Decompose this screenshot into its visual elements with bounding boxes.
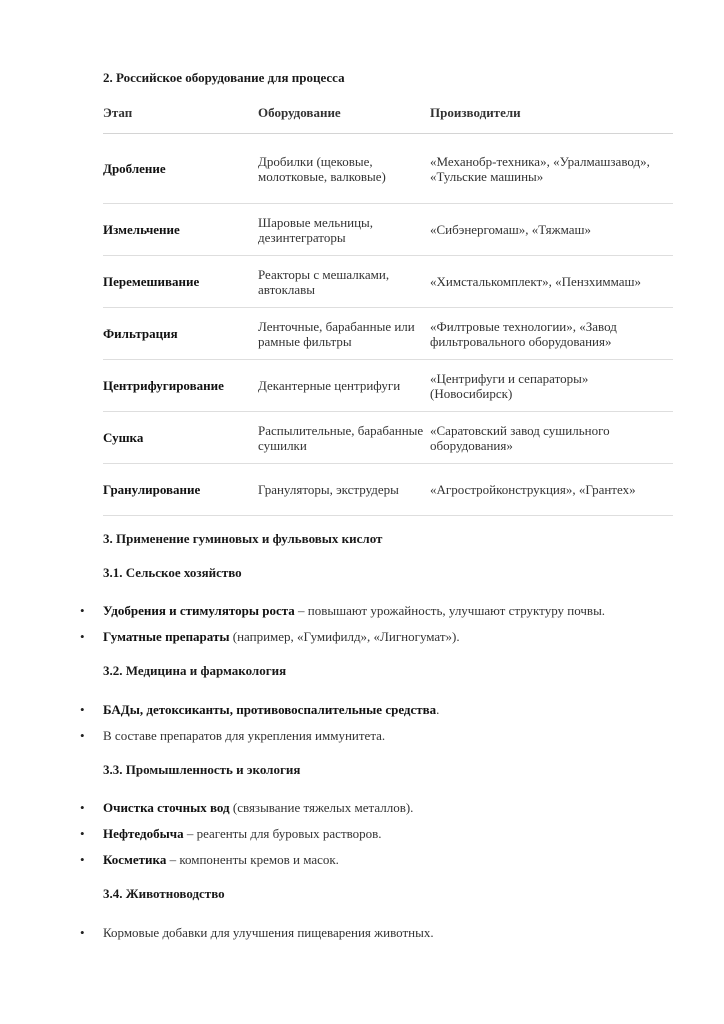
bullet-icon: • bbox=[80, 800, 85, 815]
subsection-3-2-heading: 3.2. Медицина и фармакология bbox=[103, 663, 287, 678]
list-item bbox=[80, 924, 434, 950]
list-3-4 bbox=[80, 924, 434, 950]
header-equipment: Оборудование bbox=[258, 105, 430, 134]
table-row bbox=[103, 464, 673, 516]
table-row bbox=[103, 360, 673, 412]
equipment-table bbox=[103, 105, 673, 516]
bullet-icon: • bbox=[80, 925, 85, 940]
stage-cell: Гранулирование bbox=[103, 464, 258, 516]
item-bold: Гуматные препараты bbox=[103, 629, 230, 644]
table-row bbox=[103, 412, 673, 464]
bullet-icon: • bbox=[80, 629, 85, 644]
bullet-icon: • bbox=[80, 852, 85, 867]
makers-cell: «Филтровые технологии», «Завод фильтровального оборудования» bbox=[430, 308, 673, 360]
item-text: – компоненты кремов и масок. bbox=[166, 852, 339, 867]
section-2-heading: 2. Российское оборудование для процесса bbox=[103, 70, 345, 85]
item-bold: Очистка сточных вод bbox=[103, 800, 230, 815]
list-item bbox=[80, 628, 605, 654]
item-text: В составе препаратов для укрепления иммунитета. bbox=[103, 728, 386, 743]
table-header-row bbox=[103, 105, 673, 134]
list-item bbox=[80, 799, 414, 825]
stage-cell: Измельчение bbox=[103, 204, 258, 256]
list-3-2 bbox=[80, 701, 440, 753]
makers-cell: «Механобр-техника», «Уралмашзавод», «Тульские машины» bbox=[430, 134, 673, 204]
item-text: – реагенты для буровых растворов. bbox=[183, 826, 382, 841]
equipment-cell: Грануляторы, экструдеры bbox=[258, 464, 430, 516]
item-text: . bbox=[436, 702, 440, 717]
list-item bbox=[80, 825, 413, 851]
list-item bbox=[80, 851, 413, 877]
table-row bbox=[103, 134, 673, 204]
subsection-3-1-heading: 3.1. Сельское хозяйство bbox=[103, 565, 242, 580]
item-bold: Косметика bbox=[103, 852, 167, 867]
makers-cell: «Сибэнергомаш», «Тяжмаш» bbox=[430, 204, 673, 256]
equipment-cell: Реакторы с мешалками, автоклавы bbox=[258, 256, 430, 308]
equipment-cell: Ленточные, барабанные или рамные фильтры bbox=[258, 308, 430, 360]
item-bold: БАДы, детоксиканты, противовоспалительные средства bbox=[103, 702, 437, 717]
equipment-cell: Декантерные центрифуги bbox=[258, 360, 430, 412]
subsection-3-3-heading: 3.3. Промышленность и экология bbox=[103, 762, 301, 777]
table-row bbox=[103, 256, 673, 308]
list-3-3 bbox=[80, 799, 414, 877]
item-bold: Нефтедобыча bbox=[103, 826, 184, 841]
subsection-3-4-heading: 3.4. Животноводство bbox=[103, 886, 225, 901]
bullet-icon: • bbox=[80, 826, 85, 841]
bullet-icon: • bbox=[80, 728, 85, 743]
stage-cell: Фильтрация bbox=[103, 308, 258, 360]
makers-cell: «Саратовский завод сушильного оборудования» bbox=[430, 412, 673, 464]
bullet-icon: • bbox=[80, 603, 85, 618]
table-row bbox=[103, 204, 673, 256]
stage-cell: Дробление bbox=[103, 134, 258, 204]
header-makers: Производители bbox=[430, 105, 673, 134]
item-text: (например, «Гумифилд», «Лигногумат»). bbox=[229, 629, 460, 644]
equipment-cell: Дробилки (щековые, молотковые, валковые) bbox=[258, 134, 430, 204]
section-3-heading: 3. Применение гуминовых и фульвовых кислот bbox=[103, 531, 383, 546]
list-item bbox=[80, 727, 439, 753]
makers-cell: «Химсталькомплект», «Пензхиммаш» bbox=[430, 256, 673, 308]
item-text: – повышают урожайность, улучшают структуру почвы. bbox=[294, 603, 606, 618]
stage-cell: Перемешивание bbox=[103, 256, 258, 308]
equipment-cell: Распылительные, барабанные сушилки bbox=[258, 412, 430, 464]
item-text: (связывание тяжелых металлов). bbox=[229, 800, 414, 815]
table-row bbox=[103, 308, 673, 360]
list-3-1 bbox=[80, 602, 606, 654]
item-text: Кормовые добавки для улучшения пищеварения животных. bbox=[103, 925, 434, 940]
stage-cell: Центрифугирование bbox=[103, 360, 258, 412]
bullet-icon: • bbox=[80, 702, 85, 717]
item-bold: Удобрения и стимуляторы роста bbox=[103, 603, 295, 618]
makers-cell: «Центрифуги и сепараторы» (Новосибирск) bbox=[430, 360, 673, 412]
list-item bbox=[80, 602, 606, 628]
equipment-cell: Шаровые мельницы, дезинтеграторы bbox=[258, 204, 430, 256]
list-item bbox=[80, 701, 440, 727]
stage-cell: Сушка bbox=[103, 412, 258, 464]
header-stage: Этап bbox=[103, 105, 258, 134]
makers-cell: «Агростройконструкция», «Грантех» bbox=[430, 464, 673, 516]
